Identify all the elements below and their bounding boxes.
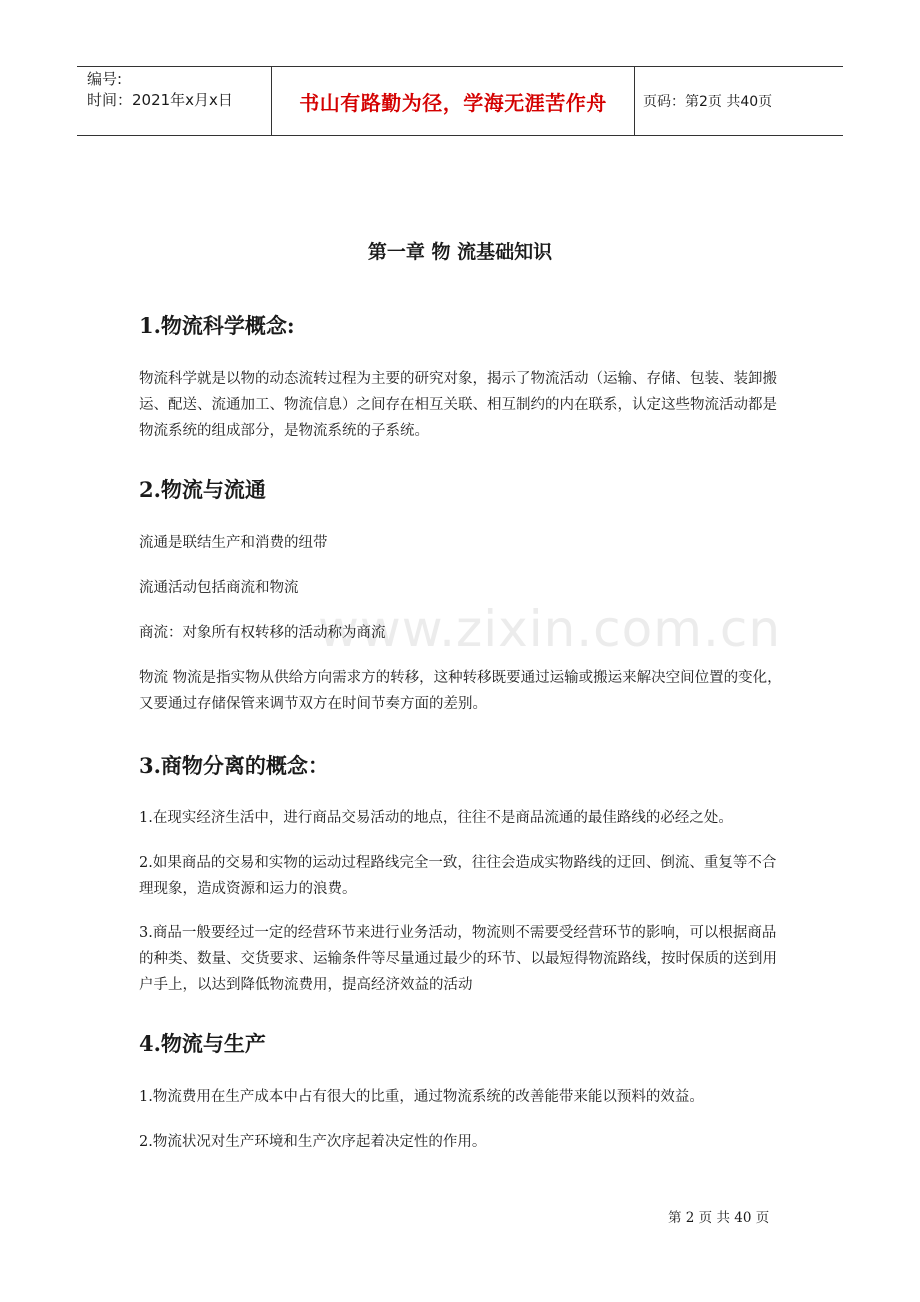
header-meta-cell — [77, 67, 272, 135]
section-3-item-2: 2.如果商品的交易和实物的运动过程路线完全一致，往往会造成实物路线的迂回、倒流、重复等不合理现象，造成资源和运力的浪费。 — [139, 855, 777, 897]
header-page-label: 页码：第2页 共40页 — [643, 94, 773, 110]
page-footer: 第 2 页 共 40 页 — [668, 1210, 770, 1226]
page-header — [77, 66, 843, 136]
section-3-item-3: 3.商品一般要经过一定的经营环节来进行业务活动，物流则不需要受经营环节的影响，可以根据商品的种类、数量、交货要求、运输条件等尽量通过最少的环节、以最短得物流路线，按时保质的送到用户手上，以达到降低物流费用，提高经济效益的活动 — [139, 925, 777, 993]
section-1-paragraph: 物流科学就是以物的动态流转过程为主要的研究对象，揭示了物流活动（运输、存储、包装、装卸搬运、配送、流通加工、物流信息）之间存在相互关联、相互制约的内在联系，认定这些物流活动都是物流系统的组成部分，是物流系统的子系统。 — [139, 371, 777, 439]
section-4-heading: 4.物流与生产 — [139, 1031, 266, 1056]
section-2-paragraph-4: 物流 物流是指实物从供给方向需求方的转移，这种转移既要通过运输或搬运来解决空间位置的变化，又要通过存储保管来调节双方在时间节奏方面的差别。 — [139, 670, 782, 712]
section-2-heading: 2.物流与流通 — [139, 477, 266, 502]
section-2-paragraph-3: 商流：对象所有权转移的活动称为商流 — [139, 625, 386, 641]
section-2-paragraph-1: 流通是联结生产和消费的纽带 — [139, 535, 328, 551]
document-number-label: 编号: — [87, 70, 123, 88]
header-motto: 书山有路勤为径，学海无涯苦作舟 — [272, 67, 635, 135]
document-time-label: 时间：2021年x月x日 — [87, 91, 233, 109]
watermark: www.zixin.com.cn — [318, 600, 782, 658]
section-3-item-1: 1.在现实经济生活中，进行商品交易活动的地点，往往不是商品流通的最佳路线的必经之处。 — [139, 810, 733, 826]
section-3-heading: 3.商物分离的概念： — [139, 753, 329, 778]
section-1-heading: 1.物流科学概念: — [139, 313, 295, 338]
section-4-item-1: 1.物流费用在生产成本中占有很大的比重，通过物流系统的改善能带来能以预料的效益。 — [139, 1089, 704, 1105]
section-2-paragraph-2: 流通活动包括商流和物流 — [139, 580, 299, 596]
section-4-item-2: 2.物流状况对生产环境和生产次序起着决定性的作用。 — [139, 1134, 487, 1150]
chapter-title: 第一章 物 流基础知识 — [367, 241, 553, 263]
